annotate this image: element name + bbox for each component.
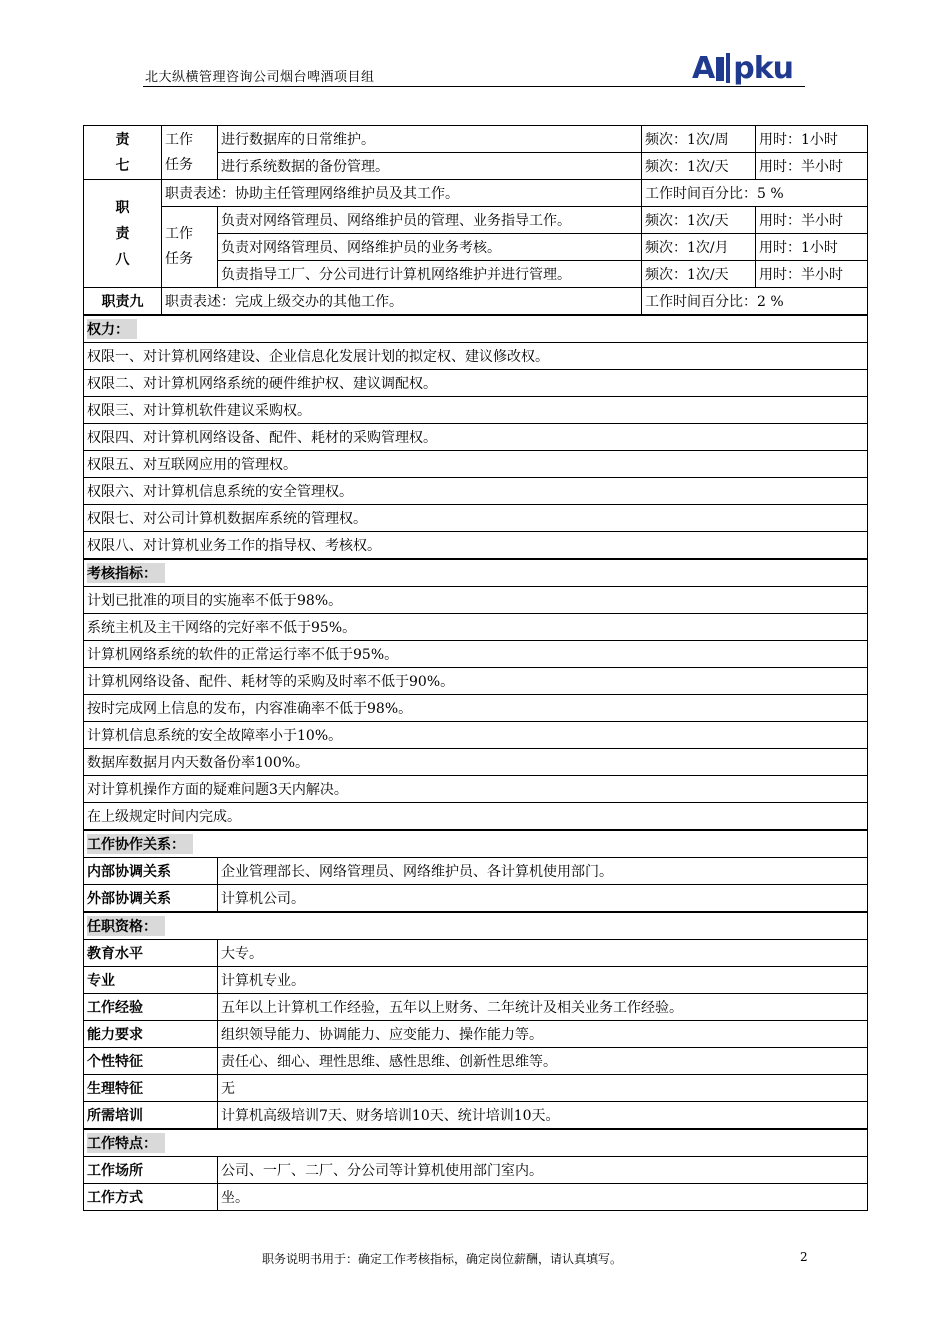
- qualification-row: [84, 994, 868, 1021]
- duty8-statement-row: [84, 180, 868, 207]
- qualification-label: 生理特征: [84, 1075, 218, 1102]
- authority-text: 权限八、对计算机业务工作的指导权、考核权。: [84, 532, 868, 560]
- authority-item: [84, 532, 868, 560]
- task-text: 负责对网络管理员、网络维护员的管理、业务指导工作。: [218, 207, 642, 234]
- qualification-row: [84, 940, 868, 967]
- feature-row: [84, 1157, 868, 1184]
- task-label-line: 工作: [165, 131, 193, 148]
- qualification-row: [84, 1075, 868, 1102]
- kpi-section-header: [84, 559, 868, 587]
- qualification-value: 大专。: [218, 940, 868, 967]
- relations-row: [84, 885, 868, 913]
- duty7-label: [84, 126, 162, 180]
- company-logo: [692, 52, 793, 86]
- task-label-line: 任务: [165, 251, 193, 267]
- qualification-row: [84, 1102, 868, 1130]
- logo-letters-pku: pku: [733, 51, 794, 86]
- footer-note: 职务说明书用于：确定工作考核指标，确定岗位薪酬，请认真填写。: [262, 1252, 623, 1266]
- authority-item: [84, 343, 868, 370]
- kpi-text: 在上级规定时间内完成。: [84, 803, 868, 831]
- task-text: 进行数据库的日常维护。: [218, 126, 642, 153]
- feature-label: 工作场所: [84, 1157, 218, 1184]
- relations-value: 计算机公司。: [218, 885, 868, 913]
- authority-text: 权限七、对公司计算机数据库系统的管理权。: [84, 505, 868, 532]
- task-time: 用时：半小时: [756, 207, 868, 234]
- relations-row: [84, 858, 868, 885]
- kpi-text: 计划已批准的项目的实施率不低于98%。: [84, 587, 868, 614]
- qualification-row: [84, 967, 868, 994]
- kpi-text: 对计算机操作方面的疑难问题3天内解决。: [84, 776, 868, 803]
- authority-text: 权限一、对计算机网络建设、企业信息化发展计划的拟定权、建议修改权。: [84, 343, 868, 370]
- qualifications-title: 任职资格：: [87, 916, 165, 936]
- duty9-row: [84, 288, 868, 316]
- kpi-text: 计算机网络设备、配件、耗材等的采购及时率不低于90%。: [84, 668, 868, 695]
- duty8-label: [84, 180, 162, 288]
- features-section-header: [84, 1129, 868, 1157]
- qualification-label: 所需培训: [84, 1102, 218, 1130]
- kpi-text: 系统主机及主干网络的完好率不低于95%。: [84, 614, 868, 641]
- duty8-row-1: [84, 207, 868, 234]
- kpi-item: [84, 587, 868, 614]
- qualification-label: 教育水平: [84, 940, 218, 967]
- authority-item: [84, 424, 868, 451]
- header-title: 北大纵横管理咨询公司烟台啤酒项目组: [145, 70, 375, 85]
- relations-label: 内部协调关系: [84, 858, 218, 885]
- authority-item: [84, 370, 868, 397]
- authority-item: [84, 505, 868, 532]
- qualification-label: 专业: [84, 967, 218, 994]
- authority-text: 权限三、对计算机软件建议采购权。: [84, 397, 868, 424]
- duty7-row-1: [84, 126, 868, 153]
- duty8-label-char: 责: [115, 225, 130, 242]
- logo-letter-a: A: [692, 51, 715, 86]
- qualification-label: 能力要求: [84, 1021, 218, 1048]
- duty7-task-label: [162, 126, 218, 180]
- job-description-table: [83, 125, 868, 1211]
- kpi-item: [84, 668, 868, 695]
- authority-text: 权限五、对互联网应用的管理权。: [84, 451, 868, 478]
- relations-value: 企业管理部长、网络管理员、网络维护员、各计算机使用部门。: [218, 858, 868, 885]
- features-title: 工作特点：: [87, 1133, 165, 1153]
- task-time: 用时：半小时: [756, 261, 868, 288]
- kpi-item: [84, 614, 868, 641]
- task-text: 负责指导工厂、分公司进行计算机网络维护并进行管理。: [218, 261, 642, 288]
- duty7-label-char: 责: [115, 131, 130, 148]
- task-frequency: 频次：1次/天: [642, 153, 756, 180]
- kpi-title: 考核指标：: [87, 563, 165, 583]
- qualification-label: 工作经验: [84, 994, 218, 1021]
- feature-label: 工作方式: [84, 1184, 218, 1211]
- task-text: 负责对网络管理员、网络维护员的业务考核。: [218, 234, 642, 261]
- task-label-line: 任务: [165, 156, 193, 173]
- qualification-value: 五年以上计算机工作经验，五年以上财务、二年统计及相关业务工作经验。: [218, 994, 868, 1021]
- task-frequency: 频次：1次/月: [642, 234, 756, 261]
- qualifications-section-header: [84, 912, 868, 940]
- task-frequency: 频次：1次/周: [642, 126, 756, 153]
- task-frequency: 频次：1次/天: [642, 207, 756, 234]
- authority-text: 权限二、对计算机网络系统的硬件维护权、建议调配权。: [84, 370, 868, 397]
- duty8-task-label: [162, 207, 218, 288]
- qualification-value: 计算机高级培训7天、财务培训10天、统计培训10天。: [218, 1102, 868, 1130]
- logo-bar-mark: [726, 53, 730, 83]
- kpi-item: [84, 641, 868, 668]
- relations-section-header: [84, 830, 868, 858]
- task-time: 用时：1小时: [756, 126, 868, 153]
- authority-title: 权力：: [87, 319, 137, 339]
- relations-title: 工作协作关系：: [87, 834, 193, 854]
- duty8-percent: 工作时间百分比：5 %: [642, 180, 868, 207]
- authority-section-header: [84, 315, 868, 343]
- kpi-item: [84, 695, 868, 722]
- kpi-text: 计算机网络系统的软件的正常运行率不低于95%。: [84, 641, 868, 668]
- duty7-label-char: 七: [115, 157, 130, 174]
- authority-item: [84, 397, 868, 424]
- qualification-label: 个性特征: [84, 1048, 218, 1075]
- kpi-item: [84, 749, 868, 776]
- qualification-value: 计算机专业。: [218, 967, 868, 994]
- feature-value: 公司、一厂、二厂、分公司等计算机使用部门室内。: [218, 1157, 868, 1184]
- task-frequency: 频次：1次/天: [642, 261, 756, 288]
- relations-label: 外部协调关系: [84, 885, 218, 913]
- qualification-value: 无: [218, 1075, 868, 1102]
- duty9-percent: 工作时间百分比：2 %: [642, 288, 868, 316]
- qualification-value: 责任心、细心、理性思维、感性思维、创新性思维等。: [218, 1048, 868, 1075]
- page-number: 2: [800, 1250, 808, 1264]
- task-time: 用时：半小时: [756, 153, 868, 180]
- duty8-statement: 职责表述：协助主任管理网络维护员及其工作。: [162, 180, 642, 207]
- task-text: 进行系统数据的备份管理。: [218, 153, 642, 180]
- kpi-text: 按时完成网上信息的发布，内容准确率不低于98%。: [84, 695, 868, 722]
- task-label-line: 工作: [165, 226, 193, 242]
- feature-row: [84, 1184, 868, 1211]
- kpi-item: [84, 776, 868, 803]
- duty8-label-char: 职: [115, 199, 130, 216]
- task-time: 用时：1小时: [756, 234, 868, 261]
- header-rule: [143, 86, 805, 87]
- duty9-statement: 职责表述：完成上级交办的其他工作。: [162, 288, 642, 316]
- qualification-value: 组织领导能力、协调能力、应变能力、操作能力等。: [218, 1021, 868, 1048]
- qualification-row: [84, 1048, 868, 1075]
- duty9-label: 职责九: [84, 288, 162, 316]
- authority-text: 权限四、对计算机网络设备、配件、耗材的采购管理权。: [84, 424, 868, 451]
- kpi-item: [84, 722, 868, 749]
- qualification-row: [84, 1021, 868, 1048]
- logo-block-mark: [716, 57, 724, 81]
- kpi-text: 计算机信息系统的安全故障率小于10%。: [84, 722, 868, 749]
- feature-value: 坐。: [218, 1184, 868, 1211]
- authority-item: [84, 451, 868, 478]
- kpi-text: 数据库数据月内天数备份率100%。: [84, 749, 868, 776]
- kpi-item: [84, 803, 868, 831]
- authority-text: 权限六、对计算机信息系统的安全管理权。: [84, 478, 868, 505]
- duty8-label-char: 八: [115, 251, 130, 268]
- authority-item: [84, 478, 868, 505]
